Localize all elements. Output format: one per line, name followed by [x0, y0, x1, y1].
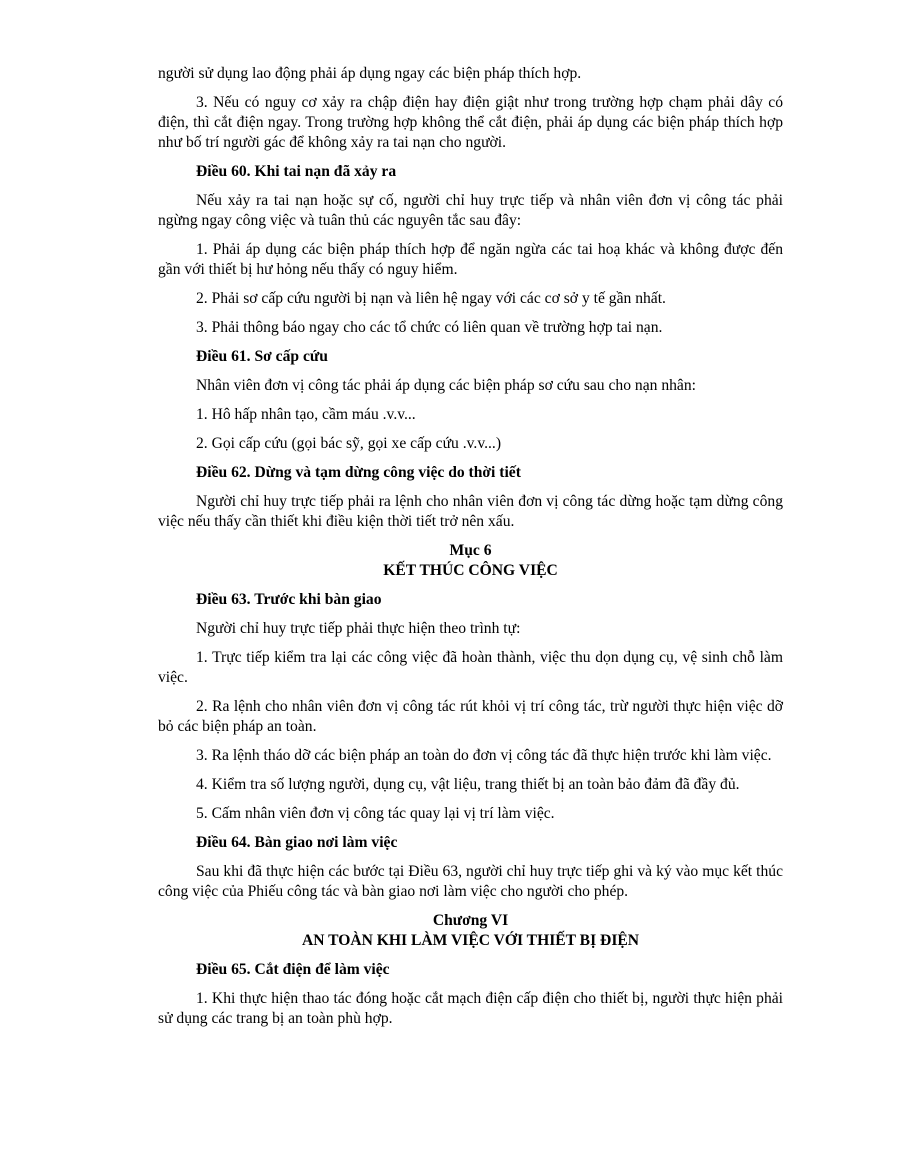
article-heading: Điều 62. Dừng và tạm dừng công việc do thời tiết	[196, 464, 521, 481]
paragraph: Nếu xảy ra tai nạn hoặc sự cố, người chỉ huy trực tiếp và nhân viên đơn vị công tác phải ngừng ngay công việc và tuân thủ các nguyên tắc sau đây:	[158, 192, 783, 229]
paragraph: 2. Phải sơ cấp cứu người bị nạn và liên hệ ngay với các cơ sở y tế gần nhất.	[196, 290, 666, 307]
paragraph: 2. Gọi cấp cứu (gọi bác sỹ, gọi xe cấp cứu .v.v...)	[196, 435, 502, 452]
paragraph: người sử dụng lao động phải áp dụng ngay các biện pháp thích hợp.	[158, 65, 582, 82]
section-number: Chương VI	[432, 912, 509, 929]
article-heading: Điều 63. Trước khi bàn giao	[196, 591, 382, 608]
section-name: KẾT THÚC CÔNG VIỆC	[383, 562, 558, 579]
paragraph: Người chỉ huy trực tiếp phải ra lệnh cho nhân viên đơn vị công tác dừng hoặc tạm dừng công việc nếu thấy cần thiết khi điều kiện thời tiết trở nên xấu.	[158, 493, 783, 530]
paragraph: 3. Phải thông báo ngay cho các tổ chức có liên quan về trường hợp tai nạn.	[196, 319, 663, 336]
section-title	[158, 541, 783, 581]
article-heading: Điều 65. Cắt điện để làm việc	[196, 961, 390, 978]
paragraph: 3. Nếu có nguy cơ xảy ra chập điện hay điện giật như trong trường hợp chạm phải dây có điện, thì cắt điện ngay. Trong trường hợp không thể cắt điện, phải áp dụng các biện pháp thích hợp như bố trí người gác để không xảy ra tai nạn cho người.	[158, 94, 783, 151]
article-heading: Điều 64. Bàn giao nơi làm việc	[196, 834, 398, 851]
document-page	[158, 64, 783, 1038]
paragraph: Sau khi đã thực hiện các bước tại Điều 63, người chỉ huy trực tiếp ghi và ký vào mục kết thúc công việc của Phiếu công tác và bàn giao nơi làm việc cho người cho phép.	[158, 863, 783, 900]
section-name: AN TOÀN KHI LÀM VIỆC VỚI THIẾT BỊ ĐIỆN	[301, 932, 640, 949]
paragraph: 1. Trực tiếp kiểm tra lại các công việc đã hoàn thành, việc thu dọn dụng cụ, vệ sinh chỗ làm việc.	[158, 649, 783, 686]
paragraph: 1. Hô hấp nhân tạo, cầm máu .v.v...	[196, 406, 416, 423]
paragraph: 3. Ra lệnh tháo dỡ các biện pháp an toàn do đơn vị công tác đã thực hiện trước khi làm việc.	[196, 747, 772, 764]
paragraph: 5. Cấm nhân viên đơn vị công tác quay lại vị trí làm việc.	[196, 805, 555, 822]
section-number: Mục 6	[449, 542, 492, 559]
paragraph: 2. Ra lệnh cho nhân viên đơn vị công tác rút khỏi vị trí công tác, trừ người thực hiện việc dỡ bỏ các biện pháp an toàn.	[158, 698, 783, 735]
article-heading: Điều 60. Khi tai nạn đã xảy ra	[196, 163, 397, 180]
paragraph: Nhân viên đơn vị công tác phải áp dụng các biện pháp sơ cứu sau cho nạn nhân:	[196, 377, 696, 394]
paragraph: 4. Kiểm tra số lượng người, dụng cụ, vật liệu, trang thiết bị an toàn bảo đảm đã đầy đủ.	[196, 776, 740, 793]
paragraph: Người chỉ huy trực tiếp phải thực hiện theo trình tự:	[196, 620, 521, 637]
paragraph: 1. Phải áp dụng các biện pháp thích hợp để ngăn ngừa các tai hoạ khác và không được đến gần với thiết bị hư hỏng nếu thấy có nguy hiểm.	[158, 241, 783, 278]
paragraph: 1. Khi thực hiện thao tác đóng hoặc cắt mạch điện cấp điện cho thiết bị, người thực hiện phải sử dụng các trang bị an toàn phù hợp.	[158, 990, 783, 1027]
article-heading: Điều 61. Sơ cấp cứu	[196, 348, 328, 365]
section-title	[158, 911, 783, 951]
